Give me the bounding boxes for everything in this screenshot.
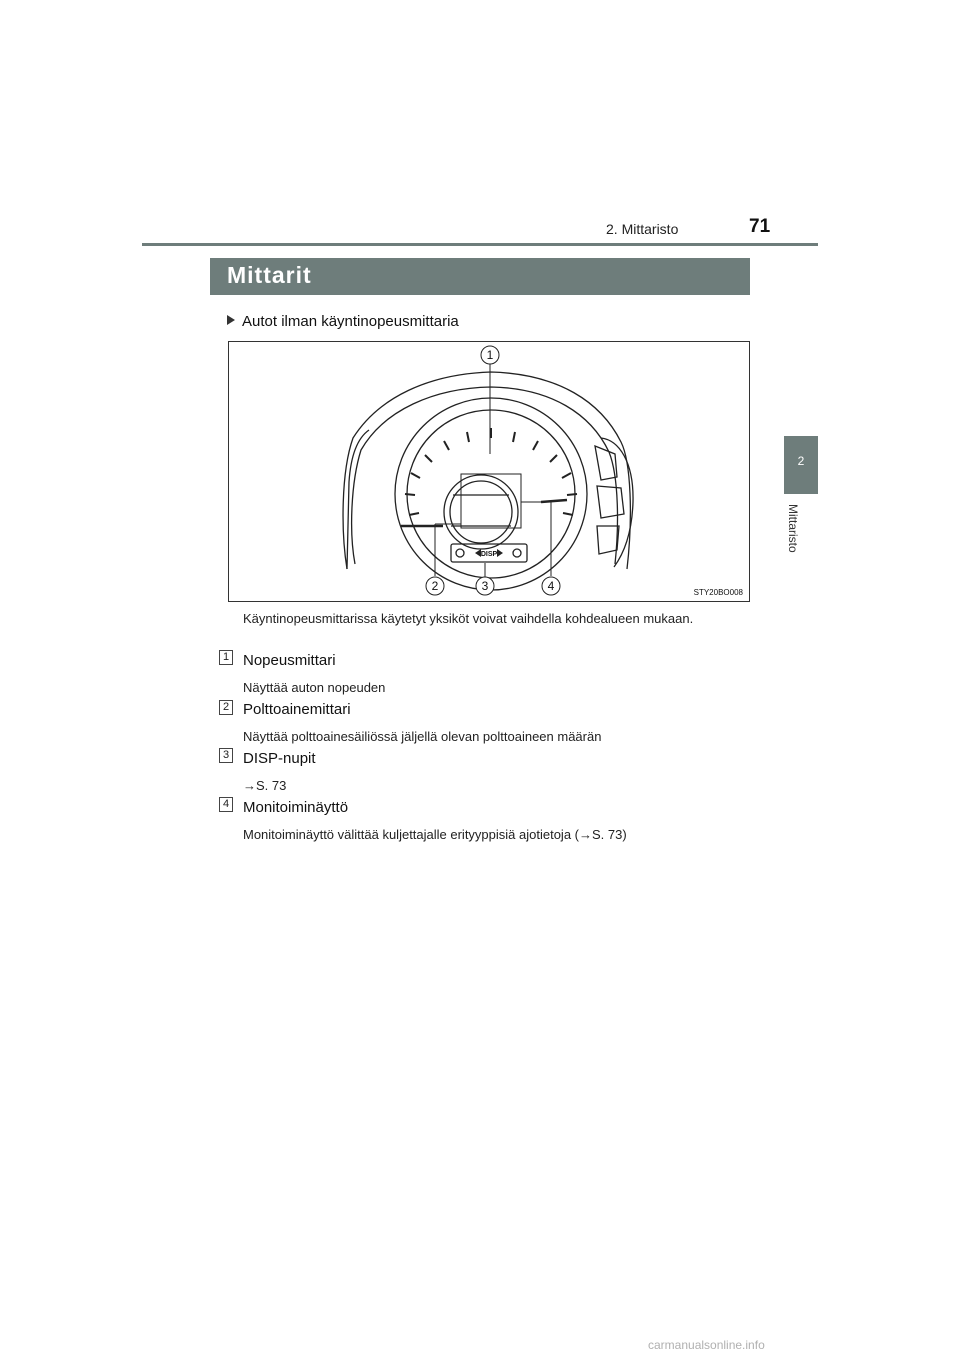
units-note: Käyntinopeusmittarissa käytetyt yksiköt voivat vaihdella kohdealueen mukaan.: [243, 611, 694, 626]
item-2-badge: 2: [219, 700, 233, 715]
item-3-title: DISP-nupit: [243, 750, 316, 767]
disp-right-arrow-icon: [497, 549, 503, 557]
disp-right-knob: [513, 549, 521, 557]
variant-heading: [227, 313, 459, 330]
item-4-title: Monitoiminäyttö: [243, 799, 349, 816]
right-button-mid: [597, 486, 624, 518]
item-3-badge: 3: [219, 748, 233, 763]
disp-left-knob: [456, 549, 464, 557]
item-1-badge: 1: [219, 650, 233, 665]
callout-1: 1: [486, 348, 494, 362]
speedometer-outer-ring: [395, 398, 587, 590]
left-wing: [347, 430, 369, 569]
display-inner: [450, 481, 512, 543]
right-button-bottom: [597, 526, 619, 554]
figure-code: STY20BO008: [693, 588, 743, 597]
chapter-tab[interactable]: [784, 436, 818, 494]
item-4-badge: 4: [219, 797, 233, 812]
chapter-label: [780, 504, 810, 584]
callout-4: 4: [547, 579, 555, 593]
cluster-outer-housing: [343, 372, 630, 569]
item-2-description: Näyttää polttoainesäiliössä jäljellä olevan polttoaineen määrän: [243, 729, 602, 744]
disp-button-label: DISP: [480, 551, 498, 558]
right-button-top: [595, 446, 617, 480]
triangle-bullet-icon: [227, 315, 235, 325]
item-4-description: Monitoiminäyttö välittää kuljettajalle erityyppisiä ajotietoja (→S. 73): [243, 827, 627, 842]
item-1-description: Näyttää auton nopeuden: [243, 680, 386, 695]
header-rule: [142, 243, 818, 246]
page-number: 71: [749, 216, 771, 237]
item-1-title: Nopeusmittari: [243, 652, 336, 669]
instrument-cluster-figure: [228, 341, 750, 602]
chapter-number: 2: [797, 454, 805, 468]
section-title: Mittarit: [227, 262, 312, 288]
instrument-cluster-illustration: [229, 342, 749, 601]
display-ring: [444, 475, 518, 549]
variant-label: Autot ilman käyntinopeusmittaria: [242, 313, 459, 330]
chapter-label-text: Mittaristo: [786, 504, 800, 553]
watermark: carmanualsonline.info: [648, 1338, 765, 1352]
callout-3: 3: [481, 579, 489, 593]
item-3-description: →S. 73: [243, 778, 287, 793]
item-2-title: Polttoainemittari: [243, 701, 351, 718]
callout-2: 2: [431, 579, 439, 593]
header-title: 2. Mittaristo: [606, 221, 679, 237]
section-heading-bar: [210, 258, 750, 295]
